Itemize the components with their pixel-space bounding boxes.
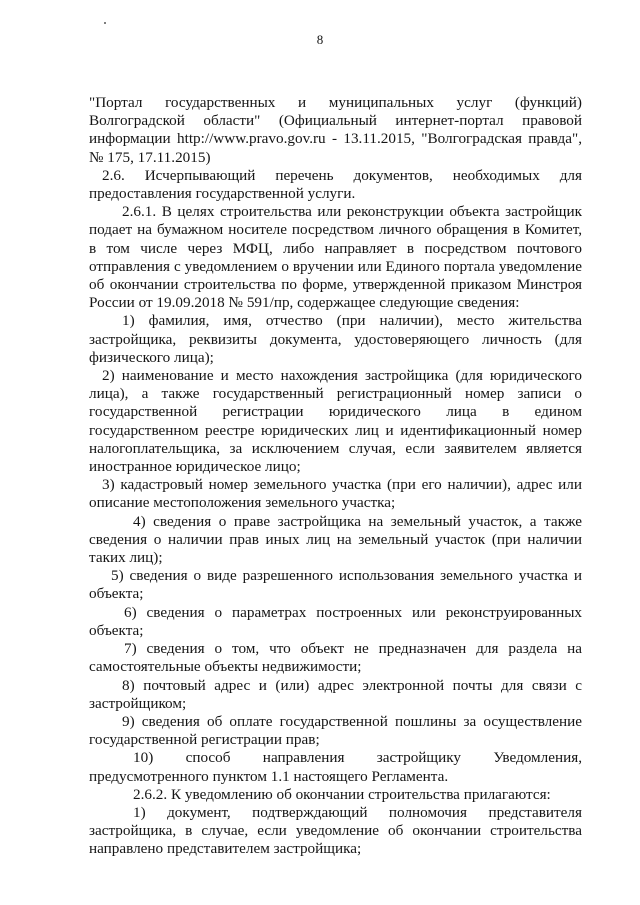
paragraph-source-citation: "Портал государственных и муниципальных услуг (функций) Волгоградской области" (Официальный интернет-портал правовой информации http://www.pravo.gov.ru - 13.11.2015, "Волгоградская правда", № 175, 17.11.2015) <box>89 94 582 166</box>
document-body <box>89 94 582 859</box>
list-item-1: 1) фамилия, имя, отчество (при наличии), место жительства застройщика, реквизиты документа, удостоверяющего личность (для физического лица); <box>89 312 582 366</box>
list-item-5: 5) сведения о виде разрешенного использования земельного участка и объекта; <box>89 567 582 603</box>
page-number: 8 <box>316 32 324 47</box>
list-item-2: 2) наименование и место нахождения застройщика (для юридического лица), а также государственный регистрационный номер записи о государственной регистрации юридического лица в едином государственном реестре юридических лиц и идентификационный номер налогоплательщика, за исключением случая, если заявителем является иностранное юридическое лицо; <box>89 367 582 476</box>
list-item-10: 10) способ направления застройщику Уведомления, предусмотренного пунктом 1.1 настоящего Регламента. <box>89 749 582 785</box>
list-item-3: 3) кадастровый номер земельного участка (при его наличии), адрес или описание местоположения земельного участка; <box>89 476 582 512</box>
list-item-6: 6) сведения о параметрах построенных или реконструированных объекта; <box>89 603 582 639</box>
scan-speck <box>104 22 106 24</box>
list-item-9: 9) сведения об оплате государственной пошлины за осуществление государственной регистрации прав; <box>89 712 582 749</box>
paragraph-2-6-2: 2.6.2. К уведомлению об окончании строительства прилагаются: <box>133 785 551 803</box>
list-item-8: 8) почтовый адрес и (или) адрес электронной почты для связи с застройщиком; <box>89 676 582 712</box>
paragraph-2-6: 2.6. Исчерпывающий перечень документов, необходимых для предоставления государственной услуги. <box>89 166 582 203</box>
list-item-7: 7) сведения о том, что объект не предназначен для раздела на самостоятельные объекты недвижимости; <box>89 640 582 676</box>
list-item-4: 4) сведения о праве застройщика на земельный участок, а также сведения о наличии прав иных лиц на земельный участок (при наличии таких лиц); <box>89 512 582 567</box>
paragraph-2-6-1: 2.6.1. В целях строительства или реконструкции объекта застройщик подает на бумажном носителе посредством личного обращения в Комитет, в том числе через МФЦ, либо направляет в посредством почтового отправления с уведомлением о вручении или Единого портала уведомление об окончании строительства по форме, утвержденной приказом Минстроя России от 19.09.2018 № 591/пр, содержащее следующие сведения: <box>89 203 582 312</box>
attachment-item-1: 1) документ, подтверждающий полномочия представителя застройщика, в случае, если уведомление об окончании строительства направлено представителем застройщика; <box>89 803 582 858</box>
